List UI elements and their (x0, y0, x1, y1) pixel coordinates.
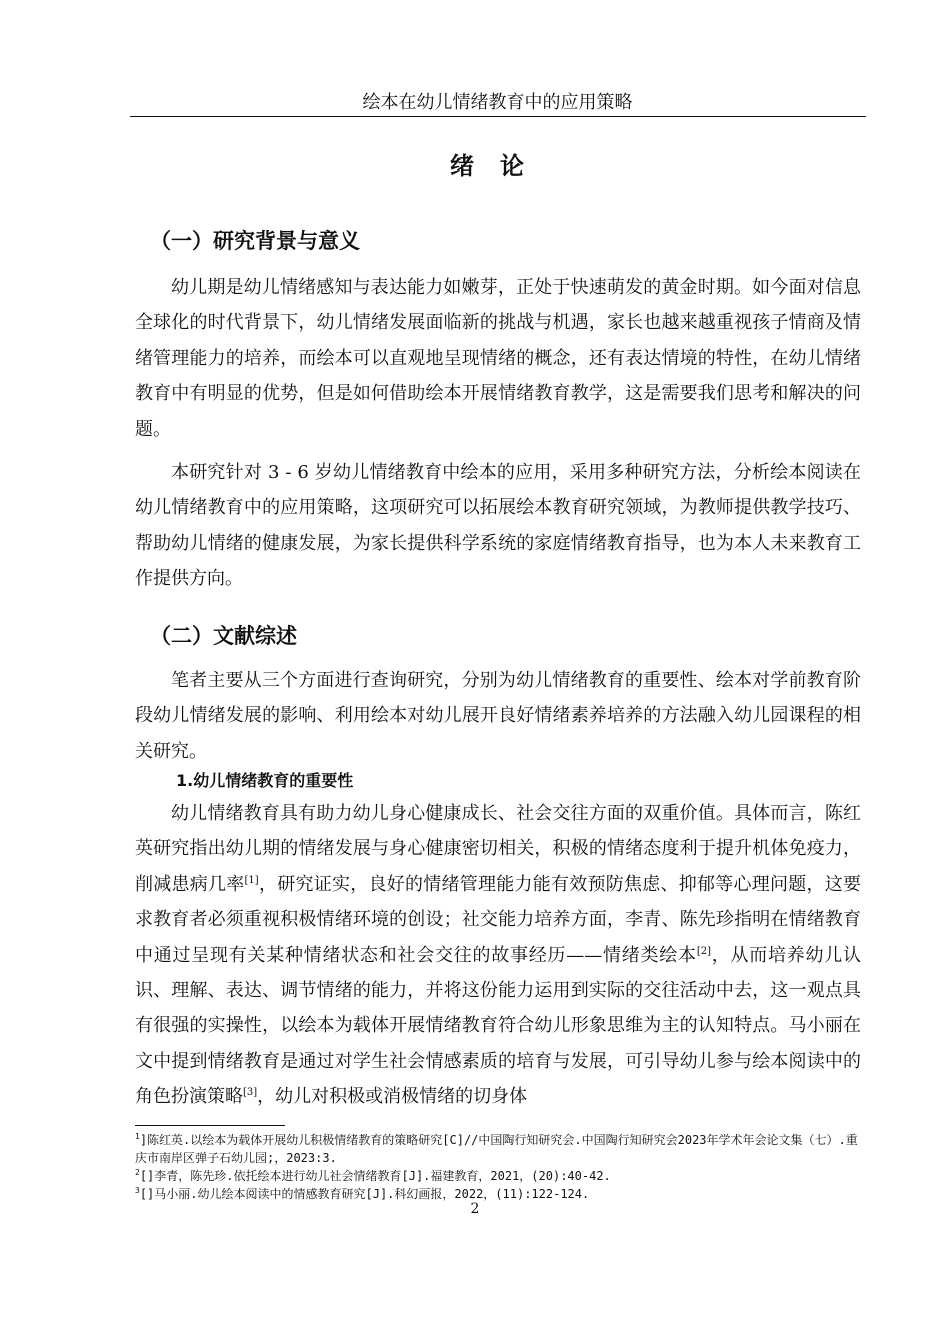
citation-ref-2[interactable]: [2] (696, 945, 711, 957)
paragraph-background-1: 幼儿期是幼儿情绪感知与表达能力如嫩芽，正处于快速萌发的黄金时期。如今面对信息全球化的时代背景下，幼儿情绪发展面临新的挑战与机遇，家长也越来越重视孩子情商及情绪管理能力的培养，而绘本可以直观地呈现情绪的概念，还有表达情境的特性，在幼儿情绪教育中有明显的优势，但是如何借助绘本开展情绪教育教学，这是需要我们思考和解决的问题。 (135, 277, 861, 440)
text-segment: ，幼儿对积极或消极情绪的切身体 (257, 1086, 528, 1108)
header-divider (130, 116, 866, 117)
paragraph-background-2: 本研究针对 3 - 6 岁幼儿情绪教育中绘本的应用，采用多种研究方法，分析绘本阅读在幼儿情绪教育中的应用策略，这项研究可以拓展绘本教育研究领域，为教师提供教学技巧、帮助幼儿情绪的健康发展，为家长提供科学系统的家庭情绪教育指导，也为本人未来教育工作提供方向。 (135, 462, 861, 590)
footnote-text: []马小丽.幼儿绘本阅读中的情感教育研究[J].科幻画报，2022，(11):122-124. (139, 1187, 590, 1201)
footnote-text: []李青，陈先珍.依托绘本进行幼儿社会情绪教育[J].福建教育，2021，(20):40-42. (139, 1169, 611, 1183)
footnote-text: ]陈红英.以绘本为载体开展幼儿积极情绪教育的策略研究[C]//中国陶行知研究会.中国陶行知研究会2023年学术年会论文集（七）.重庆市南岸区弹子石幼儿园;，2023:3. (135, 1133, 858, 1165)
citation-ref-3[interactable]: [3] (243, 1087, 258, 1099)
footnote-divider (135, 1125, 285, 1126)
subsection-heading-importance: 1.幼儿情绪教育的重要性 (176, 771, 354, 790)
footnote-1 (135, 1131, 860, 1167)
paragraph-literature-intro: 笔者主要从三个方面进行查询研究，分别为幼儿情绪教育的重要性、绘本对学前教育阶段幼儿情绪发展的影响、利用绘本对幼儿展开良好情绪素养培养的方法融入幼儿园课程的相关研究。 (135, 670, 861, 762)
footnote-2 (135, 1167, 860, 1185)
text-segment: ，从而培养幼儿认识、理解、表达、调节情绪的能力，并将这份能力运用到实际的交往活动中去，这一观点具有很强的实操性，以绘本为载体开展情绪教育符合幼儿形象思维为主的认知特点。马小丽在文中提到情绪教育是通过对学生社会情感素质的培育与发展，可引导幼儿参与绘本阅读中的角色扮演策略 (135, 944, 862, 1108)
footnotes (135, 1131, 860, 1203)
chapter-title: 绪论 (450, 152, 550, 180)
text-segment: 幼儿情绪教育具有助力幼儿身心健康成长、社会交往方面的双重价值。具体而言，陈红英研究指出幼儿期的情绪发展与身心健康密切相关，积极的情绪态度利于提升机体免疫力，削减患病几率 (135, 803, 861, 895)
section-heading-background: （一）研究背景与意义 (150, 229, 360, 253)
section-heading-literature: （二）文献综述 (150, 624, 297, 648)
page-number: 2 (470, 1201, 480, 1217)
paragraph-importance (135, 796, 861, 1115)
footnote-mark: 1 (135, 1132, 140, 1141)
citation-ref-1[interactable]: [1] (244, 874, 259, 886)
footnote-mark: 2 (135, 1168, 140, 1177)
footnote-mark: 3 (135, 1186, 140, 1195)
running-header: 绘本在幼儿情绪教育中的应用策略 (362, 92, 633, 113)
text-segment: ，研究证实，良好的情绪管理能力能有效预防焦虑、抑郁等心理问题，这要求教育者必须重视积极情绪环境的创设；社交能力培养方面，李青、陈先珍指明在情绪教育中通过呈现有关某种情绪状态和社会交往的故事经历——情绪类绘本 (135, 873, 862, 966)
